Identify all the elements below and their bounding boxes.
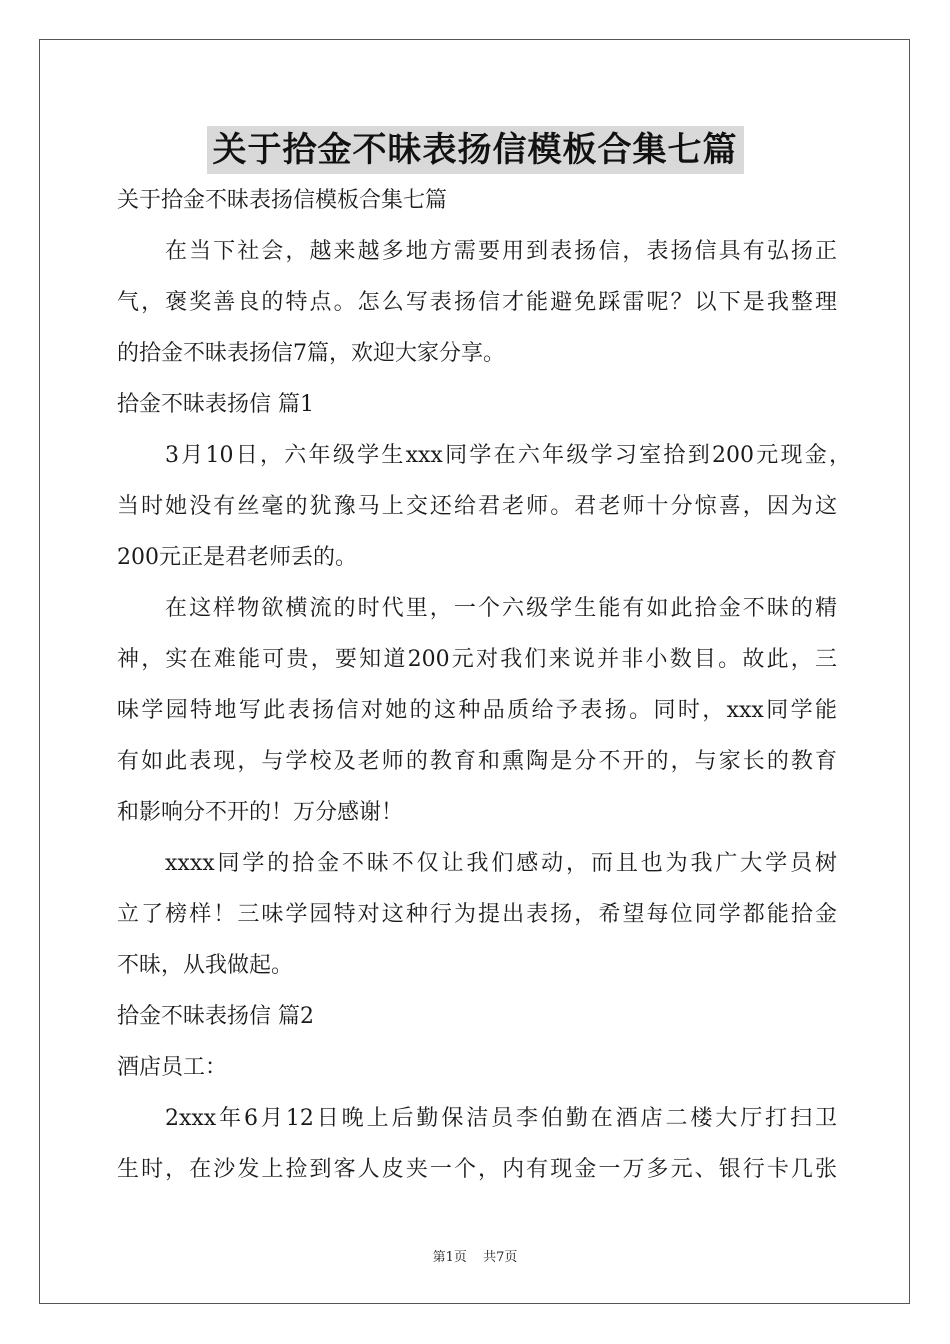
paragraph-line: xxxx同学的拾金不昧不仅让我们感动，而且也为我广大学员树 (165, 851, 837, 876)
paragraph-line: 味学园特地写此表扬信对她的这种品质给予表扬。同时，xxx同学能 (117, 698, 837, 723)
paragraph-line: 当时她没有丝毫的犹豫马上交还给君老师。君老师十分惊喜，因为这 (117, 494, 837, 519)
paragraph-line: 气，褒奖善良的特点。怎么写表扬信才能避免踩雷呢？以下是我整理 (117, 290, 837, 315)
paragraph-line: 不昧，从我做起。 (117, 953, 294, 978)
paragraph-line: 生时，在沙发上捡到客人皮夹一个，内有现金一万多元、银行卡几张 (117, 1157, 837, 1182)
title-container (0, 126, 950, 174)
paragraph-line: 有如此表现，与学校及老师的教育和熏陶是分不开的，与家长的教育 (117, 749, 837, 774)
paragraph-line: 在这样物欲横流的时代里，一个六级学生能有如此拾金不昧的精 (165, 596, 837, 621)
paragraph-line: 和影响分不开的！万分感谢！ (117, 800, 404, 825)
paragraph-line: 3月10日，六年级学生xxx同学在六年级学习室拾到200元现金， (165, 443, 851, 468)
salutation-line: 酒店员工： (117, 1055, 228, 1080)
page-total: 共7页 (483, 1250, 518, 1265)
document-title: 关于拾金不昧表扬信模板合集七篇 (207, 126, 744, 174)
paragraph-line: 立了榜样！三味学园特对这种行为提出表扬，希望每位同学都能拾金 (117, 902, 837, 927)
page-number: 第1页 (432, 1250, 467, 1265)
paragraph-line: 在当下社会，越来越多地方需要用到表扬信，表扬信具有弘扬正 (165, 239, 837, 264)
subtitle-line: 关于拾金不昧表扬信模板合集七篇 (117, 188, 448, 213)
paragraph-line: 的拾金不昧表扬信7篇，欢迎大家分享。 (117, 341, 505, 366)
page-footer (0, 1246, 950, 1265)
paragraph-line: 200元正是君老师丢的。 (117, 545, 357, 570)
section-heading: 拾金不昧表扬信 篇1 (117, 392, 314, 417)
paragraph-line: 2xxx年6月12日晚上后勤保洁员李伯勤在酒店二楼大厅打扫卫 (165, 1106, 837, 1131)
paragraph-line: 神，实在难能可贵，要知道200元对我们来说并非小数目。故此，三 (117, 647, 837, 672)
section-heading: 拾金不昧表扬信 篇2 (117, 1004, 314, 1029)
